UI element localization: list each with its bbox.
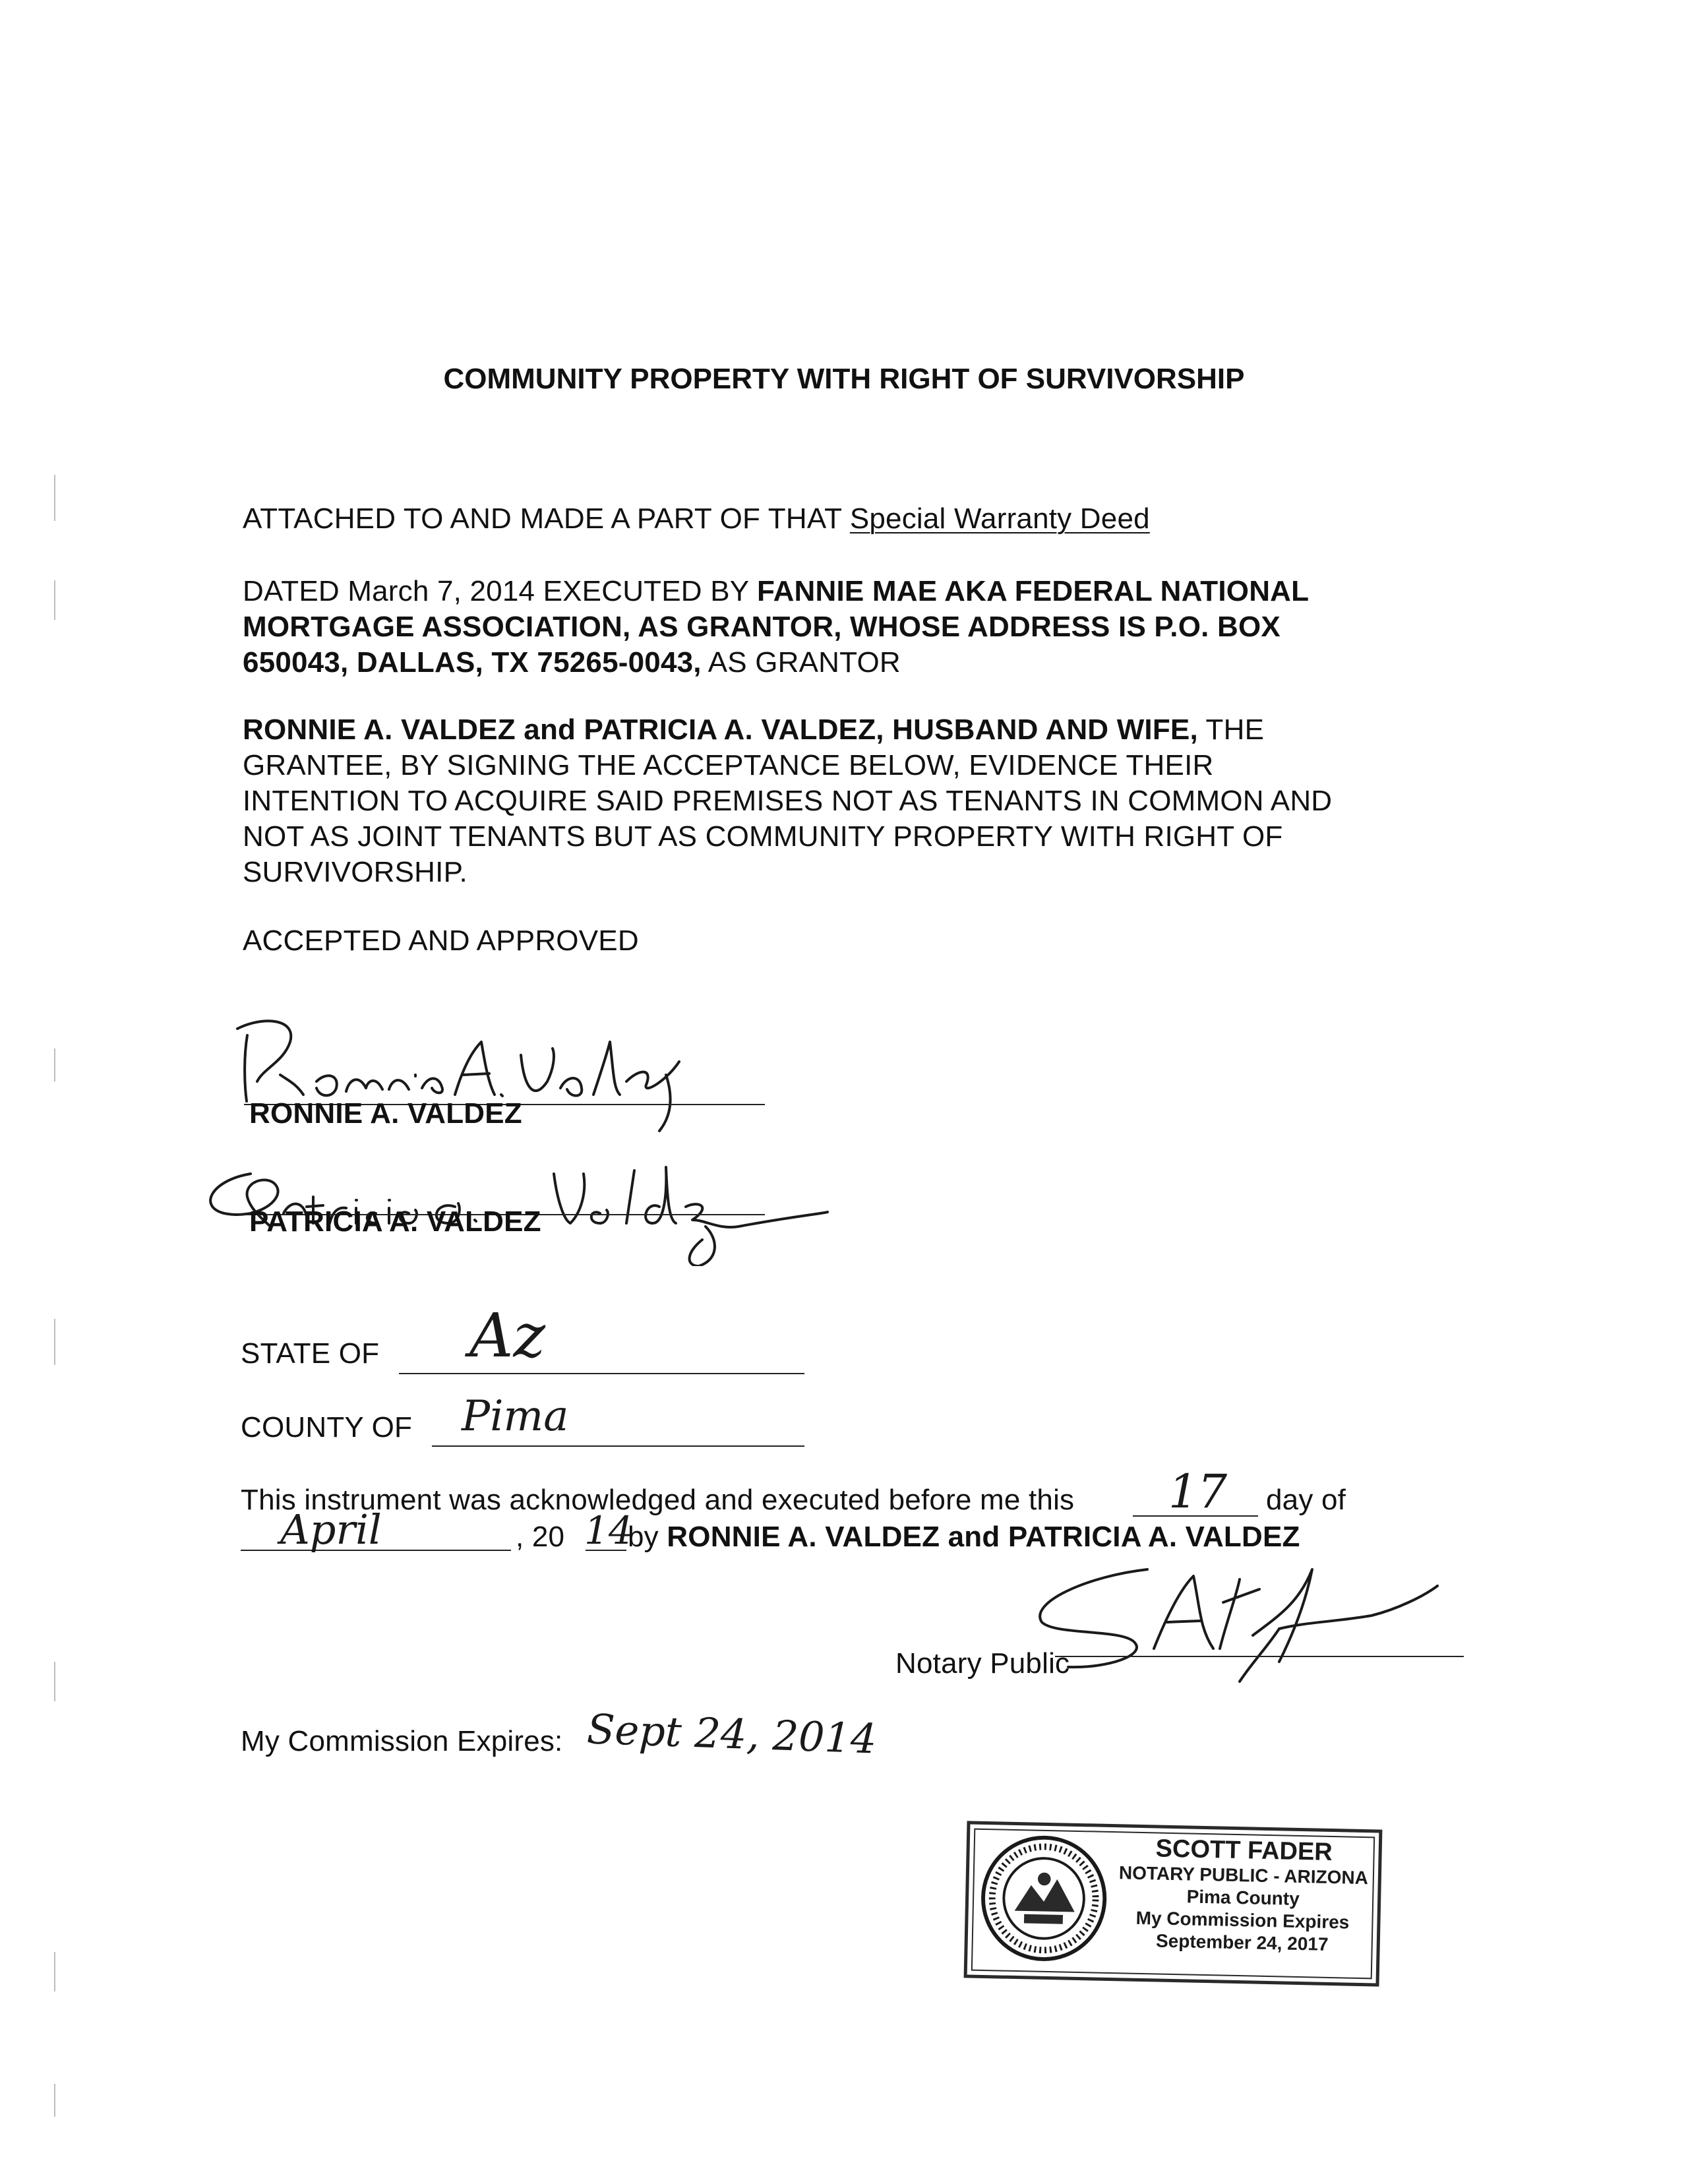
ack-by: by	[628, 1521, 667, 1553]
scan-mark	[54, 1048, 55, 1081]
scan-mark	[54, 2084, 55, 2117]
ack-line-1-suffix: day of	[1266, 1484, 1346, 1516]
scan-mark	[54, 1319, 55, 1365]
dated-paragraph	[243, 574, 1436, 681]
grantee-line-5: SURVIVORSHIP.	[243, 856, 467, 888]
grantor-address: 650043, DALLAS, TX 75265-0043,	[243, 646, 702, 679]
state-label: STATE OF	[241, 1337, 380, 1370]
day-value: 17	[1168, 1465, 1228, 1519]
year-prefix: , 20	[516, 1521, 565, 1553]
stamp-notary-name: SCOTT FADER	[1155, 1835, 1333, 1867]
grantee-paragraph	[243, 712, 1436, 890]
grantee-line-2: GRANTEE, BY SIGNING THE ACCEPTANCE BELOW, EVIDENCE THEIR	[243, 749, 1214, 781]
month-value: April	[280, 1505, 382, 1554]
grantee-line-1	[243, 712, 1436, 748]
state-underline	[399, 1373, 804, 1374]
grantee-names: RONNIE A. VALDEZ and PATRICIA A. VALDEZ, HUSBAND AND WIFE,	[243, 713, 1198, 746]
scan-mark	[54, 1662, 55, 1701]
dated-prefix: DATED March 7, 2014 EXECUTED BY	[243, 575, 757, 607]
stamp-line-4: September 24, 2017	[1155, 1930, 1329, 1955]
document-title: COMMUNITY PROPERTY WITH RIGHT OF SURVIVORSHIP	[443, 363, 1245, 395]
ack-line-1-prefix: This instrument was acknowledged and executed before me this	[241, 1484, 1075, 1516]
signature-patricia	[198, 1134, 831, 1266]
stamp-text	[1116, 1834, 1370, 1957]
county-value: Pima	[462, 1392, 569, 1441]
state-seal-icon	[978, 1833, 1110, 1964]
attached-prefix: ATTACHED TO AND MADE A PART OF THAT	[243, 502, 850, 535]
stamp-line-1: NOTARY PUBLIC - ARIZONA	[1118, 1862, 1369, 1889]
stamp-line-2: Pima County	[1186, 1886, 1300, 1910]
scan-mark	[54, 580, 55, 620]
county-underline	[432, 1445, 804, 1447]
county-label: COUNTY OF	[241, 1411, 413, 1443]
ack-names: RONNIE A. VALDEZ and PATRICIA A. VALDEZ	[667, 1521, 1300, 1553]
accepted-label: ACCEPTED AND APPROVED	[243, 925, 639, 957]
signer-name-ronnie: RONNIE A. VALDEZ	[249, 1097, 522, 1130]
notary-stamp	[964, 1821, 1383, 1986]
year-value: 14	[584, 1508, 633, 1553]
notary-signature	[1002, 1550, 1477, 1701]
grantor-name-1: FANNIE MAE AKA FEDERAL NATIONAL	[756, 575, 1310, 607]
deed-type: Special Warranty Deed	[849, 502, 1150, 535]
grantee-line-3: INTENTION TO ACQUIRE SAID PREMISES NOT AS TENANTS IN COMMON AND	[243, 785, 1333, 817]
dated-line-2: MORTGAGE ASSOCIATION, AS GRANTOR, WHOSE ADDRESS IS P.O. BOX	[243, 611, 1281, 643]
grantor-suffix: AS GRANTOR	[701, 646, 901, 679]
dated-line-1	[243, 574, 1436, 609]
signer-name-patricia: PATRICIA A. VALDEZ	[249, 1205, 541, 1238]
grantee-suffix: THE	[1197, 713, 1265, 746]
scan-mark	[54, 1952, 55, 1991]
notary-label: Notary Public	[895, 1647, 1070, 1680]
grantee-line-4: NOT AS JOINT TENANTS BUT AS COMMUNITY PROPERTY WITH RIGHT OF	[243, 820, 1283, 853]
commission-value: Sept 24, 2014	[586, 1705, 878, 1763]
scan-mark	[54, 475, 55, 521]
state-value: Az	[469, 1300, 545, 1371]
stamp-line-3: My Commission Expires	[1135, 1907, 1350, 1933]
commission-label: My Commission Expires:	[241, 1725, 563, 1757]
attached-line	[243, 501, 1436, 537]
dated-line-3	[243, 645, 1436, 681]
